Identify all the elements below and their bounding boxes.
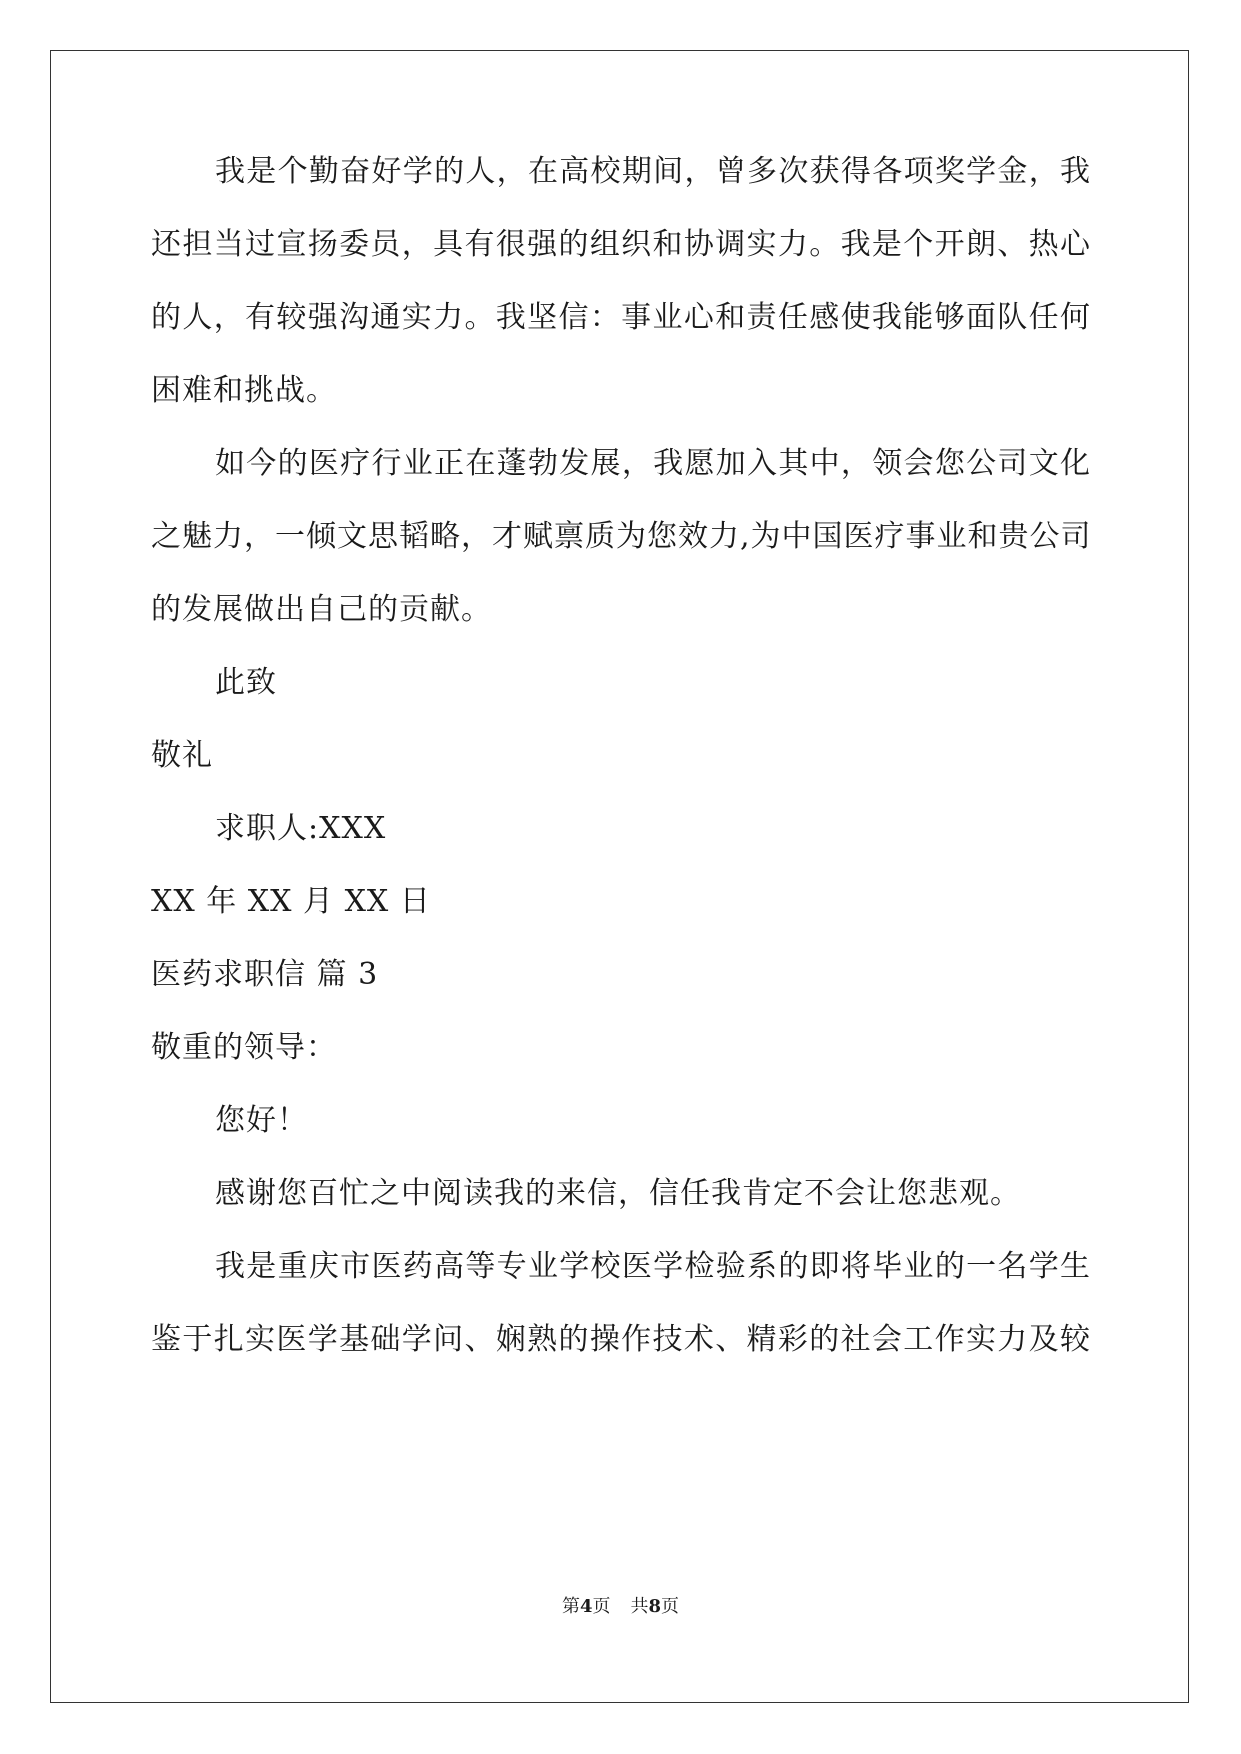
footer-total-suffix: 页 — [661, 1596, 680, 1617]
paragraph-line: 的发展做出自己的贡献。 — [151, 592, 492, 627]
letter-greeting: 敬重的领导： — [151, 1030, 337, 1065]
paragraph-line: 还担当过宣扬委员，具有很强的组织和协调实力。我是个开朗、热心 — [151, 227, 1091, 262]
page-footer — [0, 1595, 1241, 1619]
paragraph-line: 之魅力，一倾文思韬略，才赋禀质为您效力,为中国医疗事业和贵公司 — [151, 519, 1092, 554]
footer-total-prefix: 共 — [630, 1596, 649, 1617]
paragraph-line: 我是个勤奋好学的人，在高校期间，曾多次获得各项奖学金，我 — [215, 154, 1091, 189]
paragraph-line: 困难和挑战。 — [151, 373, 337, 408]
paragraph-line: 感谢您百忙之中阅读我的来信，信任我肯定不会让您悲观。 — [215, 1176, 1021, 1211]
closing-regards: 敬礼 — [151, 738, 213, 773]
signature-date: XX 年 XX 月 XX 日 — [151, 884, 431, 919]
footer-page-suffix: 页 — [592, 1596, 611, 1617]
paragraph-line: 鉴于扎实医学基础学问、娴熟的操作技术、精彩的社会工作实力及较 — [151, 1322, 1091, 1357]
section-heading: 医药求职信 篇 3 — [151, 957, 379, 992]
letter-hello: 您好！ — [215, 1103, 308, 1138]
paragraph-line: 如今的医疗行业正在蓬勃发展，我愿加入其中，领会您公司文化 — [215, 446, 1091, 481]
paragraph-line: 的人，有较强沟通实力。我坚信：事业心和责任感使我能够面队任何 — [151, 300, 1091, 335]
paragraph-line: 我是重庆市医药高等专业学校医学检验系的即将毕业的一名学生 — [215, 1249, 1091, 1284]
current-page-number: 4 — [579, 1596, 593, 1617]
footer-prefix: 第 — [561, 1596, 580, 1617]
closing-salutation: 此致 — [215, 665, 277, 700]
signature-applicant: 求职人:XXX — [215, 811, 387, 846]
total-page-number: 8 — [648, 1596, 662, 1617]
